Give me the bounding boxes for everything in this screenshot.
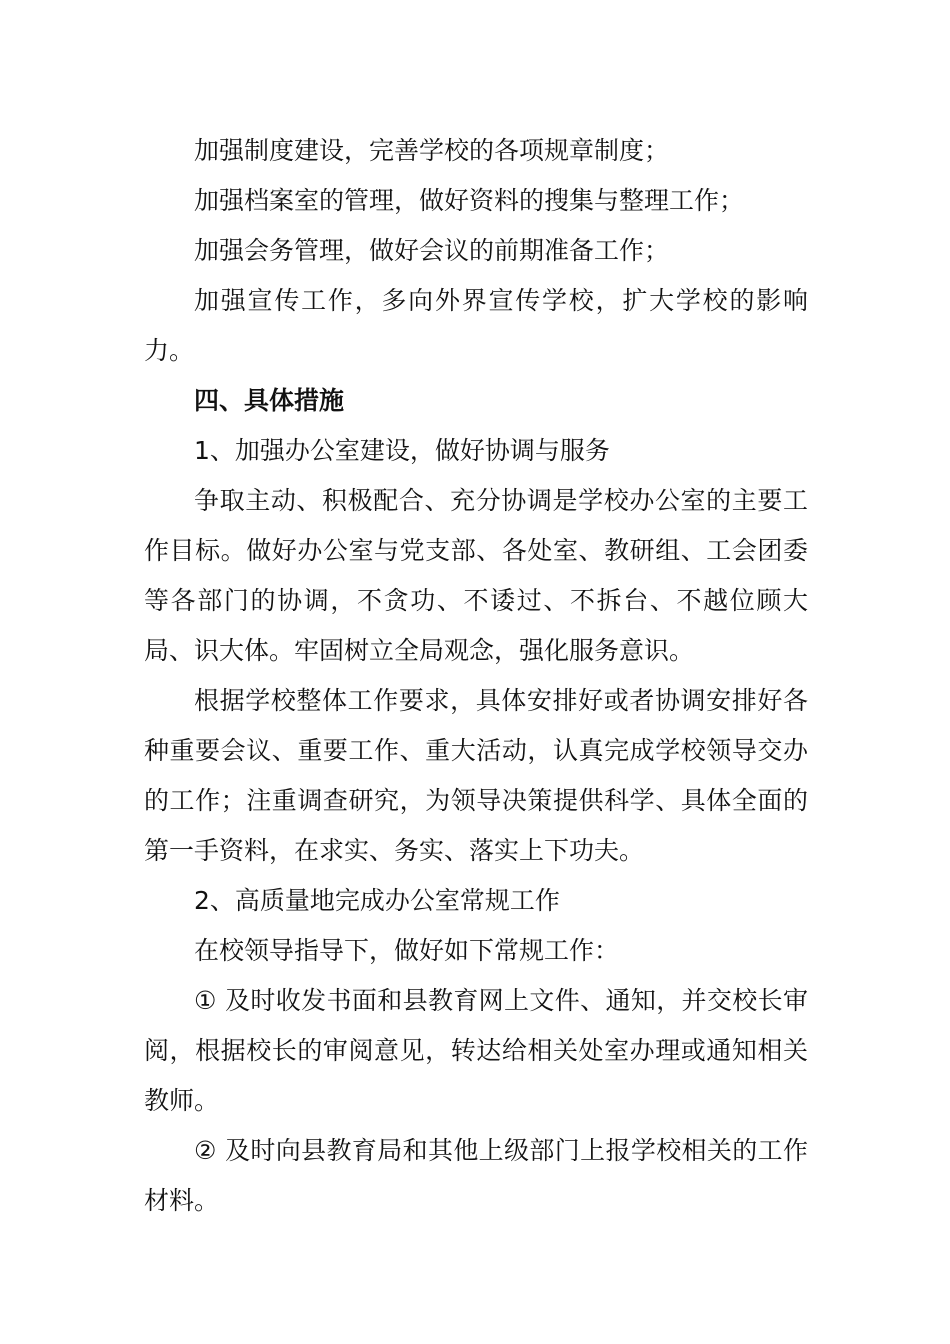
paragraph-coordination: 争取主动、积极配合、充分协调是学校办公室的主要工作目标。做好办公室与党支部、各处室、教研组、工会团委等各部门的协调，不贪功、不诿过、不拆台、不越位顾大局、识大体。牢固树立全局观念，强化服务意识。	[144, 486, 808, 665]
paragraph-routine-intro: 在校领导指导下，做好如下常规工作：	[194, 936, 620, 965]
paragraph-publicity: 加强宣传工作，多向外界宣传学校，扩大学校的影响力。	[144, 286, 808, 365]
section-heading-measures: 四、具体措施	[194, 386, 345, 415]
paragraph-meetings: 加强会务管理，做好会议的前期准备工作；	[194, 236, 670, 265]
document-body	[144, 126, 808, 1226]
list-item-documents: ① 及时收发书面和县教育网上文件、通知，并交校长审阅，根据校长的审阅意见，转达给相关处室办理或通知相关教师。	[144, 986, 808, 1115]
paragraph-archives: 加强档案室的管理，做好资料的搜集与整理工作；	[194, 186, 745, 215]
paragraph-rules: 加强制度建设，完善学校的各项规章制度；	[194, 136, 670, 165]
paragraph-arrangements: 根据学校整体工作要求，具体安排好或者协调安排好各种重要会议、重要工作、重大活动，认真完成学校领导交办的工作；注重调查研究，为领导决策提供科学、具体全面的第一手资料，在求实、务实、落实上下功夫。	[144, 686, 808, 865]
subheading-routine-work: 2、高质量地完成办公室常规工作	[194, 886, 560, 915]
subheading-office-construction: 1、加强办公室建设，做好协调与服务	[194, 436, 610, 465]
list-item-reporting: ② 及时向县教育局和其他上级部门上报学校相关的工作材料。	[144, 1136, 808, 1215]
